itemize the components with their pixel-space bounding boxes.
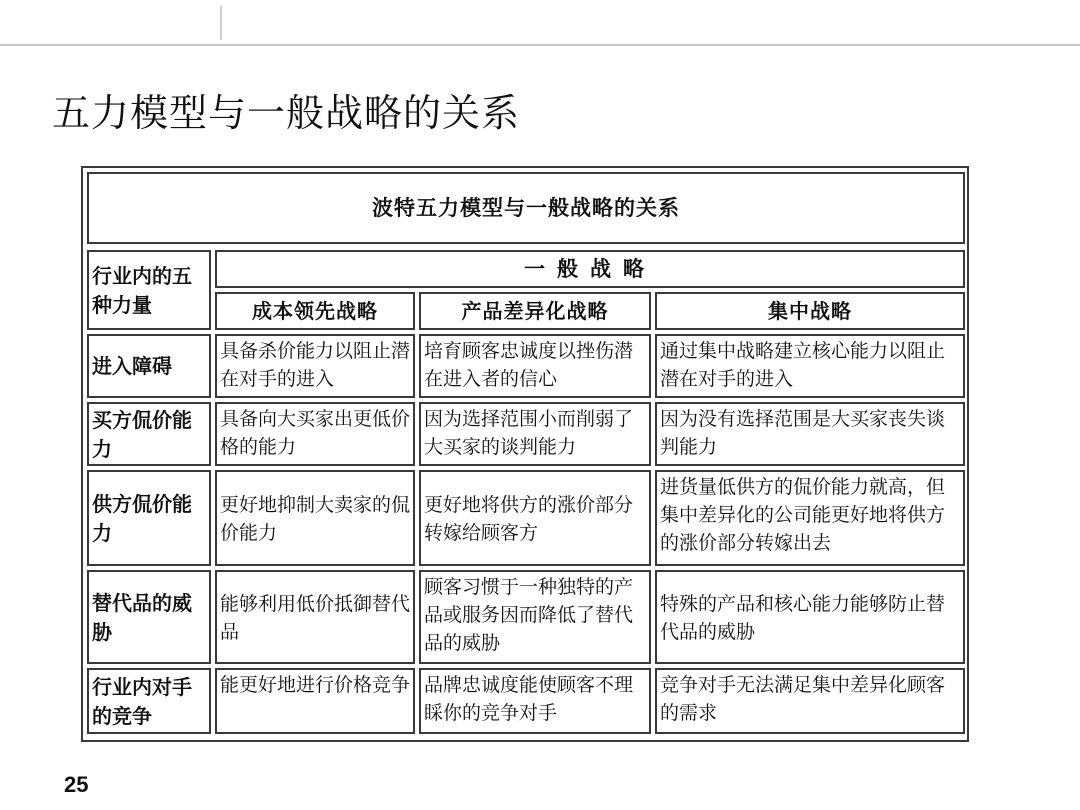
table-cell: 能够利用低价抵御替代品 xyxy=(215,570,415,664)
row-label-substitutes: 替代品的威胁 xyxy=(87,570,211,664)
header-tick-mark xyxy=(220,6,222,40)
strategy-table xyxy=(81,166,969,742)
forces-header: 行业内的五种力量 xyxy=(87,250,211,330)
row-label-rivalry: 行业内对手的竞争 xyxy=(87,668,211,734)
table-cell: 因为选择范围小而削弱了大买家的谈判能力 xyxy=(419,402,651,466)
header-divider xyxy=(0,44,1080,46)
table-cell: 具备杀价能力以阻止潜在对手的进入 xyxy=(215,334,415,398)
table-cell: 进货量低供方的侃价能力就高，但集中差异化的公司能更好地将供方的涨价部分转嫁出去 xyxy=(655,470,965,566)
table-cell: 更好地将供方的涨价部分转嫁给顾客方 xyxy=(419,470,651,566)
table-cell: 更好地抑制大卖家的侃价能力 xyxy=(215,470,415,566)
slide-title: 五力模型与一般战略的关系 xyxy=(52,91,521,135)
column-header-focus: 集中战略 xyxy=(655,292,965,330)
table-cell: 竞争对手无法满足集中差异化顾客的需求 xyxy=(655,668,965,734)
row-label-supplier-power: 供方侃价能力 xyxy=(87,470,211,566)
row-label-buyer-power: 买方侃价能力 xyxy=(87,402,211,466)
table-cell: 具备向大买家出更低价格的能力 xyxy=(215,402,415,466)
strategy-header: 一般战略 xyxy=(215,250,965,288)
table-cell: 特殊的产品和核心能力能够防止替代品的威胁 xyxy=(655,570,965,664)
column-header-differentiation: 产品差异化战略 xyxy=(419,292,651,330)
table-cell: 品牌忠诚度能使顾客不理睬你的竞争对手 xyxy=(419,668,651,734)
table-title: 波特五力模型与一般战略的关系 xyxy=(87,172,965,244)
table-cell: 通过集中战略建立核心能力以阻止潜在对手的进入 xyxy=(655,334,965,398)
table-cell: 因为没有选择范围是大买家丧失谈判能力 xyxy=(655,402,965,466)
column-header-cost-leadership: 成本领先战略 xyxy=(215,292,415,330)
page-number: 25 xyxy=(64,772,89,797)
table-cell: 顾客习惯于一种独特的产品或服务因而降低了替代品的威胁 xyxy=(419,570,651,664)
row-label-entry-barriers: 进入障碍 xyxy=(87,334,211,398)
table-cell: 能更好地进行价格竞争 xyxy=(215,668,415,734)
table-cell: 培育顾客忠诚度以挫伤潜在进入者的信心 xyxy=(419,334,651,398)
